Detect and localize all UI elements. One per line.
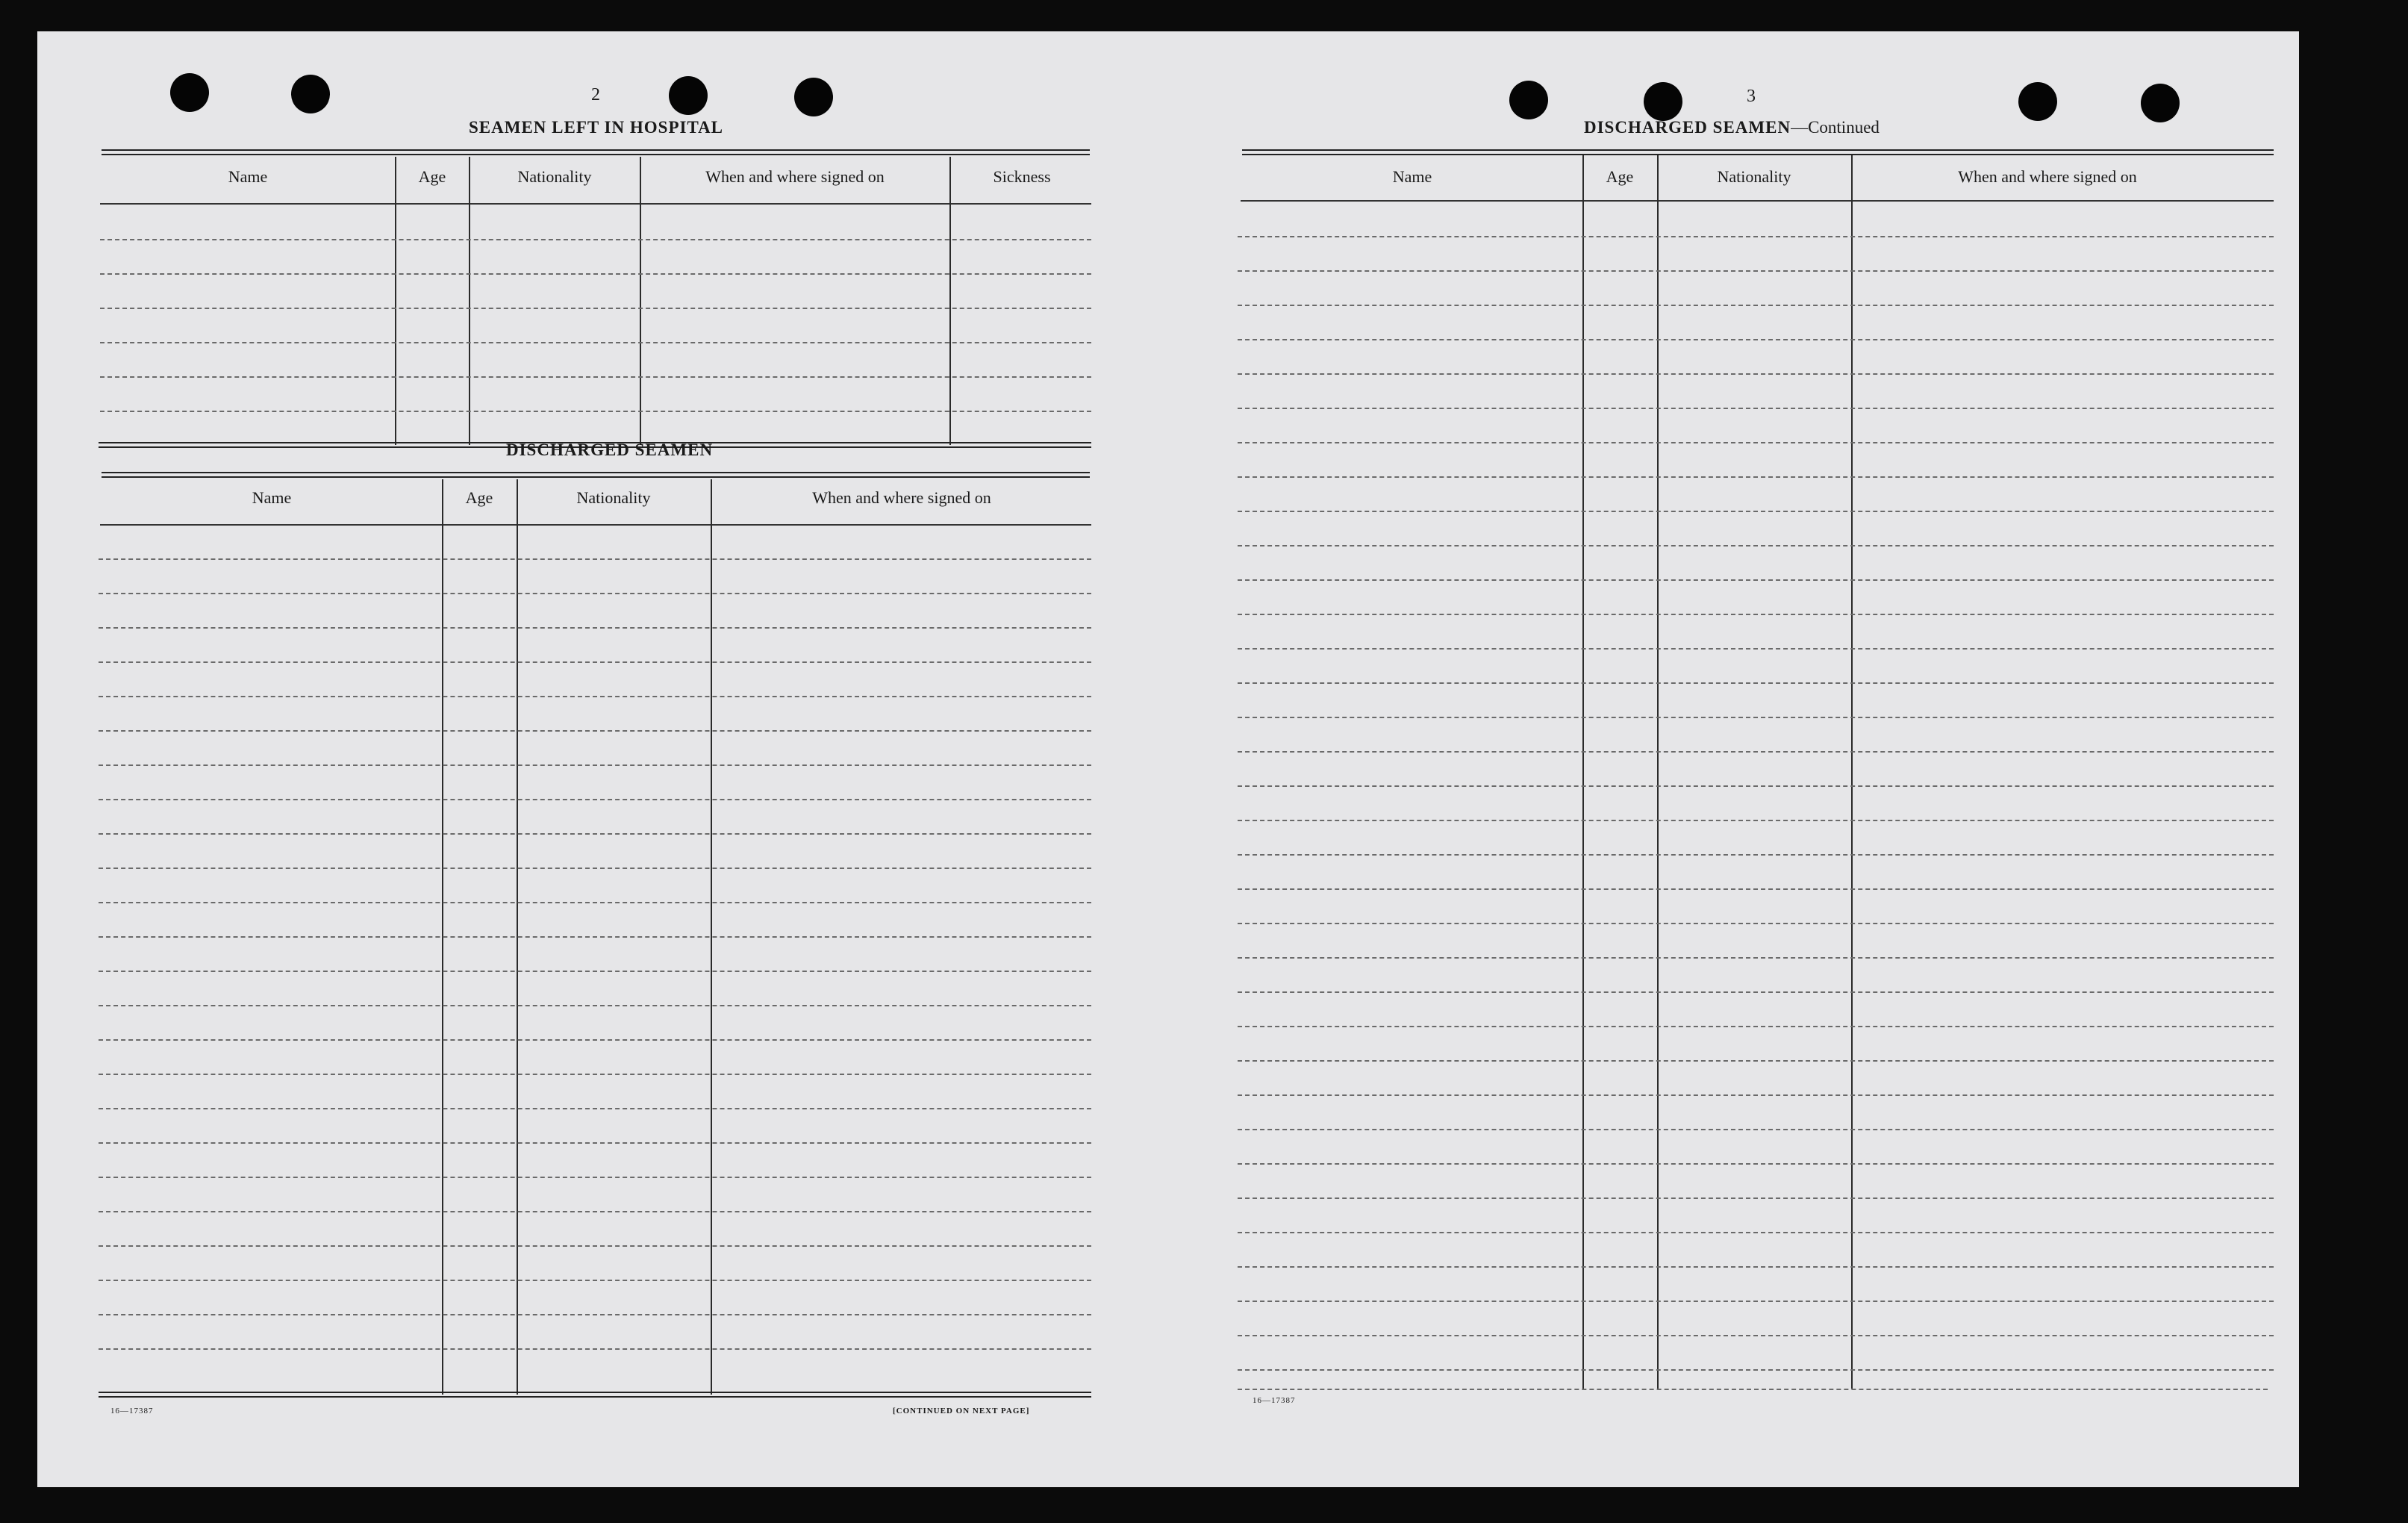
column-header-nationality: Nationality bbox=[517, 167, 592, 186]
page-number: 3 bbox=[1747, 87, 1756, 106]
punch-hole bbox=[794, 78, 833, 116]
column-header-name: Name bbox=[228, 167, 268, 186]
hospital-table-title: SEAMEN LEFT IN HOSPITAL bbox=[469, 118, 724, 137]
discharged-table-title: DISCHARGED SEAMEN bbox=[506, 440, 714, 459]
column-header-name: Name bbox=[252, 488, 292, 507]
punch-hole bbox=[2018, 82, 2057, 121]
page-number: 2 bbox=[591, 85, 600, 105]
column-header-signed-on: When and where signed on bbox=[705, 167, 885, 186]
punch-hole bbox=[1509, 81, 1548, 119]
discharged-continued-title bbox=[1584, 118, 1880, 137]
form-number: 16—17387 bbox=[110, 1407, 154, 1415]
form-number: 16—17387 bbox=[1253, 1396, 1296, 1405]
form-sheet bbox=[37, 31, 2299, 1487]
punch-hole bbox=[170, 73, 209, 112]
column-header-sickness: Sickness bbox=[993, 167, 1051, 186]
title-suffix: —Continued bbox=[1791, 118, 1880, 137]
punch-hole bbox=[1644, 82, 1682, 121]
punch-hole bbox=[669, 76, 708, 115]
title-main: DISCHARGED SEAMEN bbox=[1584, 118, 1791, 137]
column-header-nationality: Nationality bbox=[576, 488, 651, 507]
punch-hole bbox=[2141, 84, 2180, 122]
punch-hole bbox=[291, 75, 330, 113]
column-header-nationality: Nationality bbox=[1717, 167, 1791, 186]
continued-note: [CONTINUED ON NEXT PAGE] bbox=[893, 1407, 1030, 1415]
column-header-age: Age bbox=[418, 167, 446, 186]
column-header-name: Name bbox=[1392, 167, 1432, 186]
column-header-age: Age bbox=[465, 488, 493, 507]
column-header-age: Age bbox=[1606, 167, 1634, 186]
column-header-signed-on: When and where signed on bbox=[812, 488, 991, 507]
column-header-signed-on: When and where signed on bbox=[1958, 167, 2137, 186]
